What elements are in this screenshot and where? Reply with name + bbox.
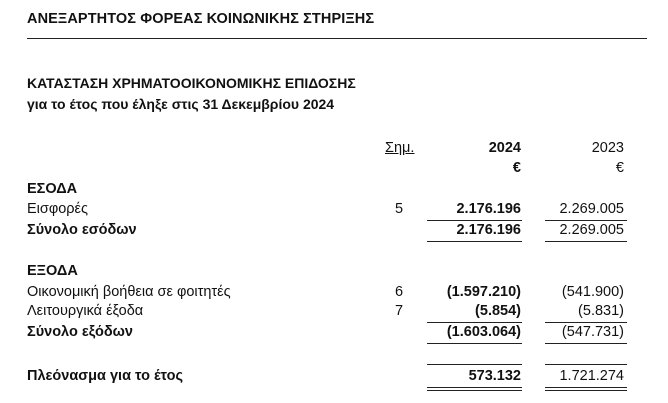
student-aid-note: 6 [394,284,404,300]
student-aid-2023: (541.900) [561,284,624,300]
operating-2023: (5.831) [578,303,624,319]
expenses-total-underline-2024 [427,343,522,344]
expenses-total-2023: (547.731) [561,324,624,340]
surplus-overline-2023 [545,364,627,365]
surplus-2023: 1.721.274 [559,368,624,384]
statement-title: ΚΑΤΑΣΤΑΣΗ ΧΡΗΜΑΤΟΟΙΚΟΝΟΜΙΚΗΣ ΕΠΙΔΟΣΗΣ [27,75,356,91]
column-header-2023: 2023 [591,140,624,156]
surplus-underline-2023 [545,387,627,388]
income-rule-2024 [427,220,522,221]
income-total-underline-2023 [545,241,627,242]
header-divider [27,38,647,39]
operating-2024: (5.854) [475,303,521,319]
income-total-2023: 2.269.005 [559,222,624,238]
student-aid-label: Οικονομική βοήθεια σε φοιτητές [27,284,231,300]
surplus-label: Πλεόνασμα για το έτος [27,368,183,384]
organization-name: ΑΝΕΞΑΡΤΗΤΟΣ ΦΟΡΕΑΣ ΚΟΙΝΩΝΙΚΗΣ ΣΤΗΡΙΞΗΣ [27,11,375,27]
student-aid-2024: (1.597.210) [446,284,521,300]
income-rule-2023 [545,220,627,221]
column-header-note: Σημ. [385,140,415,156]
expenses-rule-2024 [427,322,522,323]
currency-2024: € [512,160,521,176]
contributions-2023: 2.269.005 [559,201,624,217]
surplus-underline-2024 [427,387,522,388]
income-heading: ΕΣΟΔΑ [27,181,78,197]
contributions-2024: 2.176.196 [456,201,521,217]
column-header-2024: 2024 [488,140,521,156]
surplus-double-underline-2023 [545,390,627,391]
income-total-label: Σύνολο εσόδων [27,222,137,238]
expenses-total-2024: (1.603.064) [446,324,521,340]
expenses-rule-2023 [545,322,627,323]
income-total-underline-2024 [427,241,522,242]
income-total-2024: 2.176.196 [456,222,521,238]
contributions-note: 5 [394,201,404,217]
operating-note: 7 [394,303,404,319]
statement-subtitle: για το έτος που έληξε στις 31 Δεκεμβρίου 2024 [27,96,335,112]
expenses-total-underline-2023 [545,343,627,344]
contributions-label: Εισφορές [27,201,89,217]
operating-label: Λειτουργικά έξοδα [27,303,144,319]
surplus-2024: 573.132 [468,368,521,384]
surplus-double-underline-2024 [427,390,522,391]
expenses-total-label: Σύνολο εξόδων [27,324,133,340]
expenses-heading: ΕΞΟΔΑ [27,263,78,279]
currency-2023: € [615,160,624,176]
surplus-overline-2024 [427,364,522,365]
